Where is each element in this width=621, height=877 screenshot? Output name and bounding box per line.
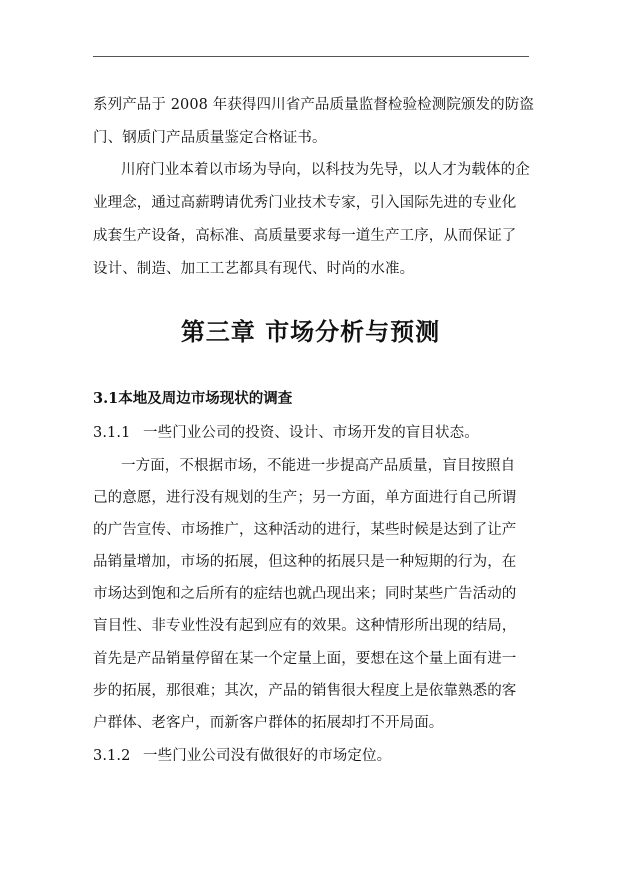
paragraph-line: 川府门业本着以市场为导向，以科技为先导，以人才为载体的企 — [121, 162, 530, 178]
paragraph-line: 市场达到饱和之后所有的症结也就凸现出来；同时某些广告活动的 — [93, 586, 517, 602]
header-rule — [93, 56, 529, 57]
subsection-title: 一些门业公司的投资、设计、市场开发的盲目状态。 — [143, 425, 479, 441]
paragraph-line: 的广告宣传、市场推广，这种活动的进行，某些时候是达到了让产 — [93, 522, 517, 538]
paragraph-line: 门、钢质门产品质量鉴定合格证书。 — [93, 130, 327, 146]
paragraph-line: 品销量增加，市场的拓展，但这种的拓展只是一种短期的行为，在 — [93, 554, 517, 570]
paragraph-line: 成套生产设备，高标准、高质量要求每一道生产工序，从而保证了 — [93, 228, 517, 244]
subsection-title: 一些门业公司没有做很好的市场定位。 — [143, 748, 392, 764]
subsection-heading — [93, 423, 533, 443]
subsection-number: 3.1.1 — [93, 425, 131, 441]
subsection-number: 3.1.2 — [93, 748, 131, 764]
paragraph-line: 步的拓展，那很难；其次，产品的销售很大程度上是依靠熟悉的客 — [93, 683, 517, 699]
chapter-title: 第三章 市场分析与预测 — [180, 317, 441, 346]
paragraph-line: 系列产品于 2008 年获得四川省产品质量监督检验检测院颁发的防盗 — [93, 97, 534, 113]
section-heading: 3.1本地及周边市场现状的调查 — [93, 390, 293, 407]
paragraph-line: 盲目性、非专业性没有起到应有的效果。这种情形所出现的结局， — [93, 618, 517, 634]
paragraph-line: 己的意愿，进行没有规划的生产；另一方面，单方面进行自己所谓 — [93, 490, 517, 506]
paragraph-line: 一方面，不根据市场，不能进一步提高产品质量，盲目按照自 — [121, 458, 516, 474]
paragraph-line: 业理念，通过高薪聘请优秀门业技术专家，引入国际先进的专业化 — [93, 195, 517, 211]
paragraph-line: 设计、制造、加工工艺都具有现代、时尚的水准。 — [93, 261, 415, 277]
subsection-heading — [93, 746, 533, 766]
paragraph-line: 户群体、老客户，而新客户群体的拓展却打不开局面。 — [93, 715, 444, 731]
paragraph-line: 首先是产品销量停留在某一个定量上面，要想在这个量上面有进一 — [93, 651, 517, 667]
